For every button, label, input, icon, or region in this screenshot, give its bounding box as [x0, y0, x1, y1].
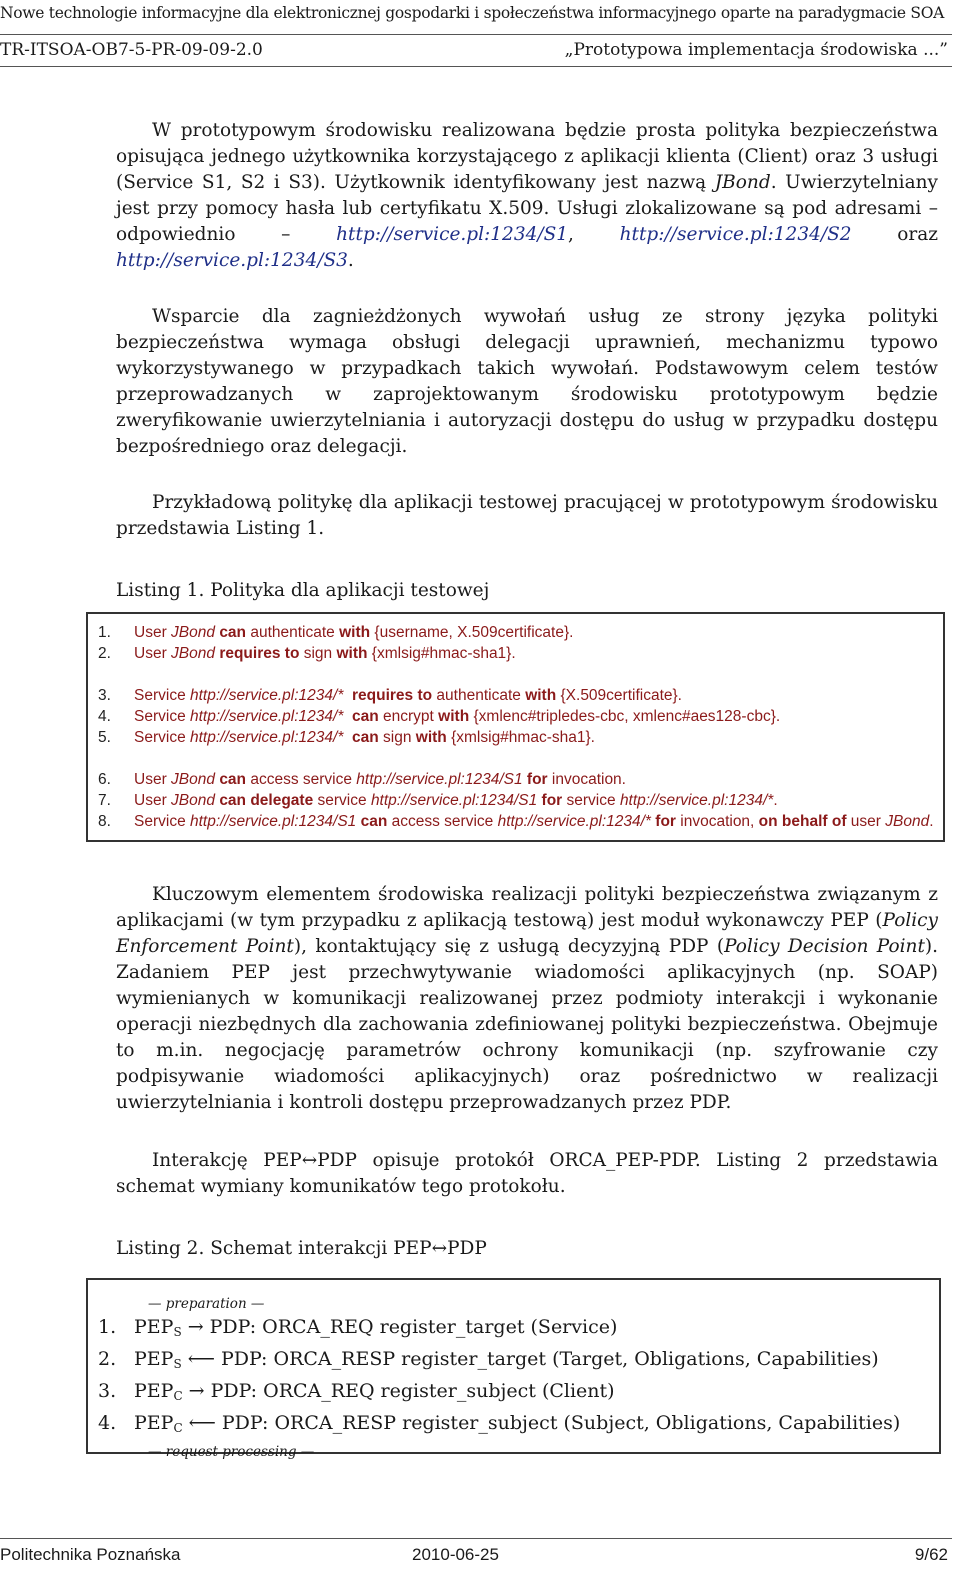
footer-page-number: 9/62 — [914, 1545, 948, 1564]
text: . — [347, 250, 354, 271]
line-number: 2. — [98, 645, 111, 662]
footer-divider — [0, 1538, 952, 1539]
text: ). Zadaniem PEP jest przechwytywanie wiadomości aplikacyjnych (np. SOAP) wymienianych w komunikacji realizowanej przez podmioty interakcji i wykonanie operacji niezbędnych dla zachowania zdefiniowanej polityki bezpieczeństwa. Obejmuje to m.in. negocjację parametrów ochrony komunikacji (np. szyfrowanie czy podpisywanie wiadomości aplikacyjnych) oraz pośrednictwo w realizacji uwierzytelniania i kontroli dostępu przeprowadzanych przez PDP. — [116, 936, 938, 1113]
listing-2-lines — [88, 1314, 939, 1442]
pep-label: PEP — [134, 1316, 174, 1338]
paragraph-2: Wsparcie dla zagnieżdżonych wywołań usług ze strony języka polityki bezpieczeństwa wymaga obsługi delegacji uprawnień, mechanizmu typowo wykorzystywanego w przypadkach takich wywołań. Podstawowym celem testów przeprowadzanych w zaprojektowanym środowisku prototypowym będzie zweryfikowanie uwierzytelniania i autoryzacji dostępu do usług w przypadku dostępu bezpośredniego oraz delegacji. — [116, 306, 938, 457]
listing-1-caption: Listing 1. Polityka dla aplikacji testowej — [116, 580, 490, 601]
text: oraz — [851, 224, 939, 245]
doc-header — [0, 40, 948, 60]
listing-2-line — [88, 1410, 939, 1442]
pep-label: PEP — [134, 1412, 174, 1434]
message-text: PDP: ORCA_REQ register_subject (Client) — [210, 1380, 615, 1402]
pep-label: PEP — [134, 1348, 174, 1370]
footer-date: 2010-06-25 — [412, 1545, 499, 1564]
line-number: 1. — [98, 624, 111, 641]
listing-1-line — [88, 685, 943, 706]
listing-2-line — [88, 1346, 939, 1378]
line-text — [134, 664, 943, 685]
listing-2-line — [88, 1314, 939, 1346]
listing-1-line — [88, 790, 943, 811]
text: . Uwierzytelniany jest przy pomocy hasła lub certyfikatu X.509. Usługi zlokalizowane są pod adresami – odpowiednio – — [116, 172, 938, 245]
pdp-full-name: Policy Decision Point — [724, 936, 925, 957]
line-text — [134, 1378, 615, 1410]
project-title: Nowe technologie informacyjne dla elektronicznej gospodarki i społeczeństwa informacyjnego oparte na paradygmacie SOA — [0, 4, 945, 22]
line-text: Service http://service.pl:1234/* requires to authenticate with {X.509certificate}. — [134, 687, 682, 704]
pep-subscript: C — [173, 1421, 183, 1435]
line-number: 4. — [98, 1412, 117, 1434]
pep-label: PEP — [134, 1380, 174, 1402]
line-text: Service http://service.pl:1234/S1 can access service http://service.pl:1234/* for invocation, on behalf of user JBond. — [134, 813, 934, 830]
arrow-icon: → — [187, 1316, 204, 1338]
listing-1-line — [88, 727, 943, 748]
listing-1-line — [88, 706, 943, 727]
paragraph-1 — [116, 118, 938, 274]
text: , — [568, 224, 620, 245]
listing-1-line — [88, 622, 943, 643]
paragraph-5: Interakcję PEP↔PDP opisuje protokół ORCA_PEP-PDP. Listing 2 przedstawia schemat wymiany komunikatów tego protokołu. — [116, 1150, 938, 1197]
paragraph-4 — [116, 882, 938, 1116]
user-name: JBond — [714, 172, 771, 193]
section-request-processing: — request processing — — [148, 1444, 315, 1460]
pep-full-name: Policy Enforcement Point — [116, 910, 938, 957]
line-text — [134, 1410, 900, 1442]
listing-1-box — [86, 612, 945, 842]
message-text: PDP: ORCA_REQ register_target (Service) — [209, 1316, 618, 1338]
line-text: User JBond can delegate service http://service.pl:1234/S1 for service http://service.pl:1234/*. — [134, 792, 778, 809]
line-number: 3. — [98, 687, 111, 704]
line-number: 6. — [98, 771, 111, 788]
listing-1-spacer — [88, 664, 943, 685]
line-text: User JBond can access service http://service.pl:1234/S1 for invocation. — [134, 771, 626, 788]
line-number — [88, 748, 134, 769]
line-number: 8. — [98, 813, 111, 830]
text: W prototypowym środowisku realizowana będzie prosta polityka bezpieczeństwa opisująca jednego użytkownika korzystającego z aplikacji klienta (Client) oraz 3 usługi (Service S1, S2 i S3). Użytkownik identyfikowany jest nazwą — [116, 120, 938, 193]
header-divider — [0, 34, 952, 35]
doc-title: „Prototypowa implementacja środowiska ...” — [564, 40, 948, 60]
line-text — [134, 748, 943, 769]
service-url-s3[interactable]: http://service.pl:1234/S3 — [116, 250, 348, 271]
line-number: 1. — [98, 1316, 117, 1338]
listing-2-caption: Listing 2. Schemat interakcji PEP↔PDP — [116, 1238, 487, 1259]
listing-1-spacer — [88, 748, 943, 769]
message-text: PDP: ORCA_RESP register_subject (Subject, Obligations, Capabilities) — [221, 1412, 901, 1434]
line-number: 3. — [98, 1380, 117, 1402]
doc-id: TR-ITSOA-OB7-5-PR-09-09-2.0 — [0, 40, 263, 60]
line-text: User JBond requires to sign with {xmlsig#hmac-sha1}. — [134, 645, 516, 662]
line-text: Service http://service.pl:1234/* can encrypt with {xmlenc#tripledes-cbc, xmlenc#aes128-cbc}. — [134, 708, 781, 725]
service-url-s2[interactable]: http://service.pl:1234/S2 — [619, 224, 852, 245]
line-text — [134, 1346, 879, 1378]
arrow-icon: ⟵ — [187, 1348, 215, 1370]
section-preparation: — preparation — — [148, 1296, 265, 1312]
pep-subscript: S — [173, 1357, 182, 1371]
paragraph-3: Przykładową politykę dla aplikacji testowej pracującej w prototypowym środowisku przedstawia Listing 1. — [116, 492, 938, 539]
header-divider-bottom — [0, 66, 952, 67]
line-number: 5. — [98, 729, 111, 746]
line-text: Service http://service.pl:1234/* can sign with {xmlsig#hmac-sha1}. — [134, 729, 595, 746]
arrow-icon: → — [188, 1380, 205, 1402]
listing-1-line — [88, 643, 943, 664]
line-number: 7. — [98, 792, 111, 809]
line-number: 2. — [98, 1348, 117, 1370]
arrow-icon: ⟵ — [188, 1412, 216, 1434]
footer-institution: Politechnika Poznańska — [0, 1545, 181, 1564]
listing-2-line — [88, 1378, 939, 1410]
line-text — [134, 1314, 617, 1346]
pep-subscript: C — [173, 1389, 183, 1403]
line-number — [88, 664, 134, 685]
listing-1-line — [88, 811, 943, 832]
listing-1-line — [88, 769, 943, 790]
service-url-s1[interactable]: http://service.pl:1234/S1 — [336, 224, 569, 245]
line-number: 4. — [98, 708, 111, 725]
pep-subscript: S — [173, 1325, 182, 1339]
listing-2-box — [86, 1278, 941, 1460]
text: ), kontaktujący się z usługą decyzyjną PDP ( — [293, 936, 725, 957]
message-text: PDP: ORCA_RESP register_target (Target, Obligations, Capabilities) — [220, 1348, 879, 1370]
line-text: User JBond can authenticate with {username, X.509certificate}. — [134, 624, 574, 641]
text: Kluczowym elementem środowiska realizacji polityki bezpieczeństwa związanym z aplikacjami (w tym przypadku z aplikacją testową) jest moduł wykonawczy PEP ( — [116, 884, 938, 931]
listing-1-lines — [88, 622, 943, 832]
